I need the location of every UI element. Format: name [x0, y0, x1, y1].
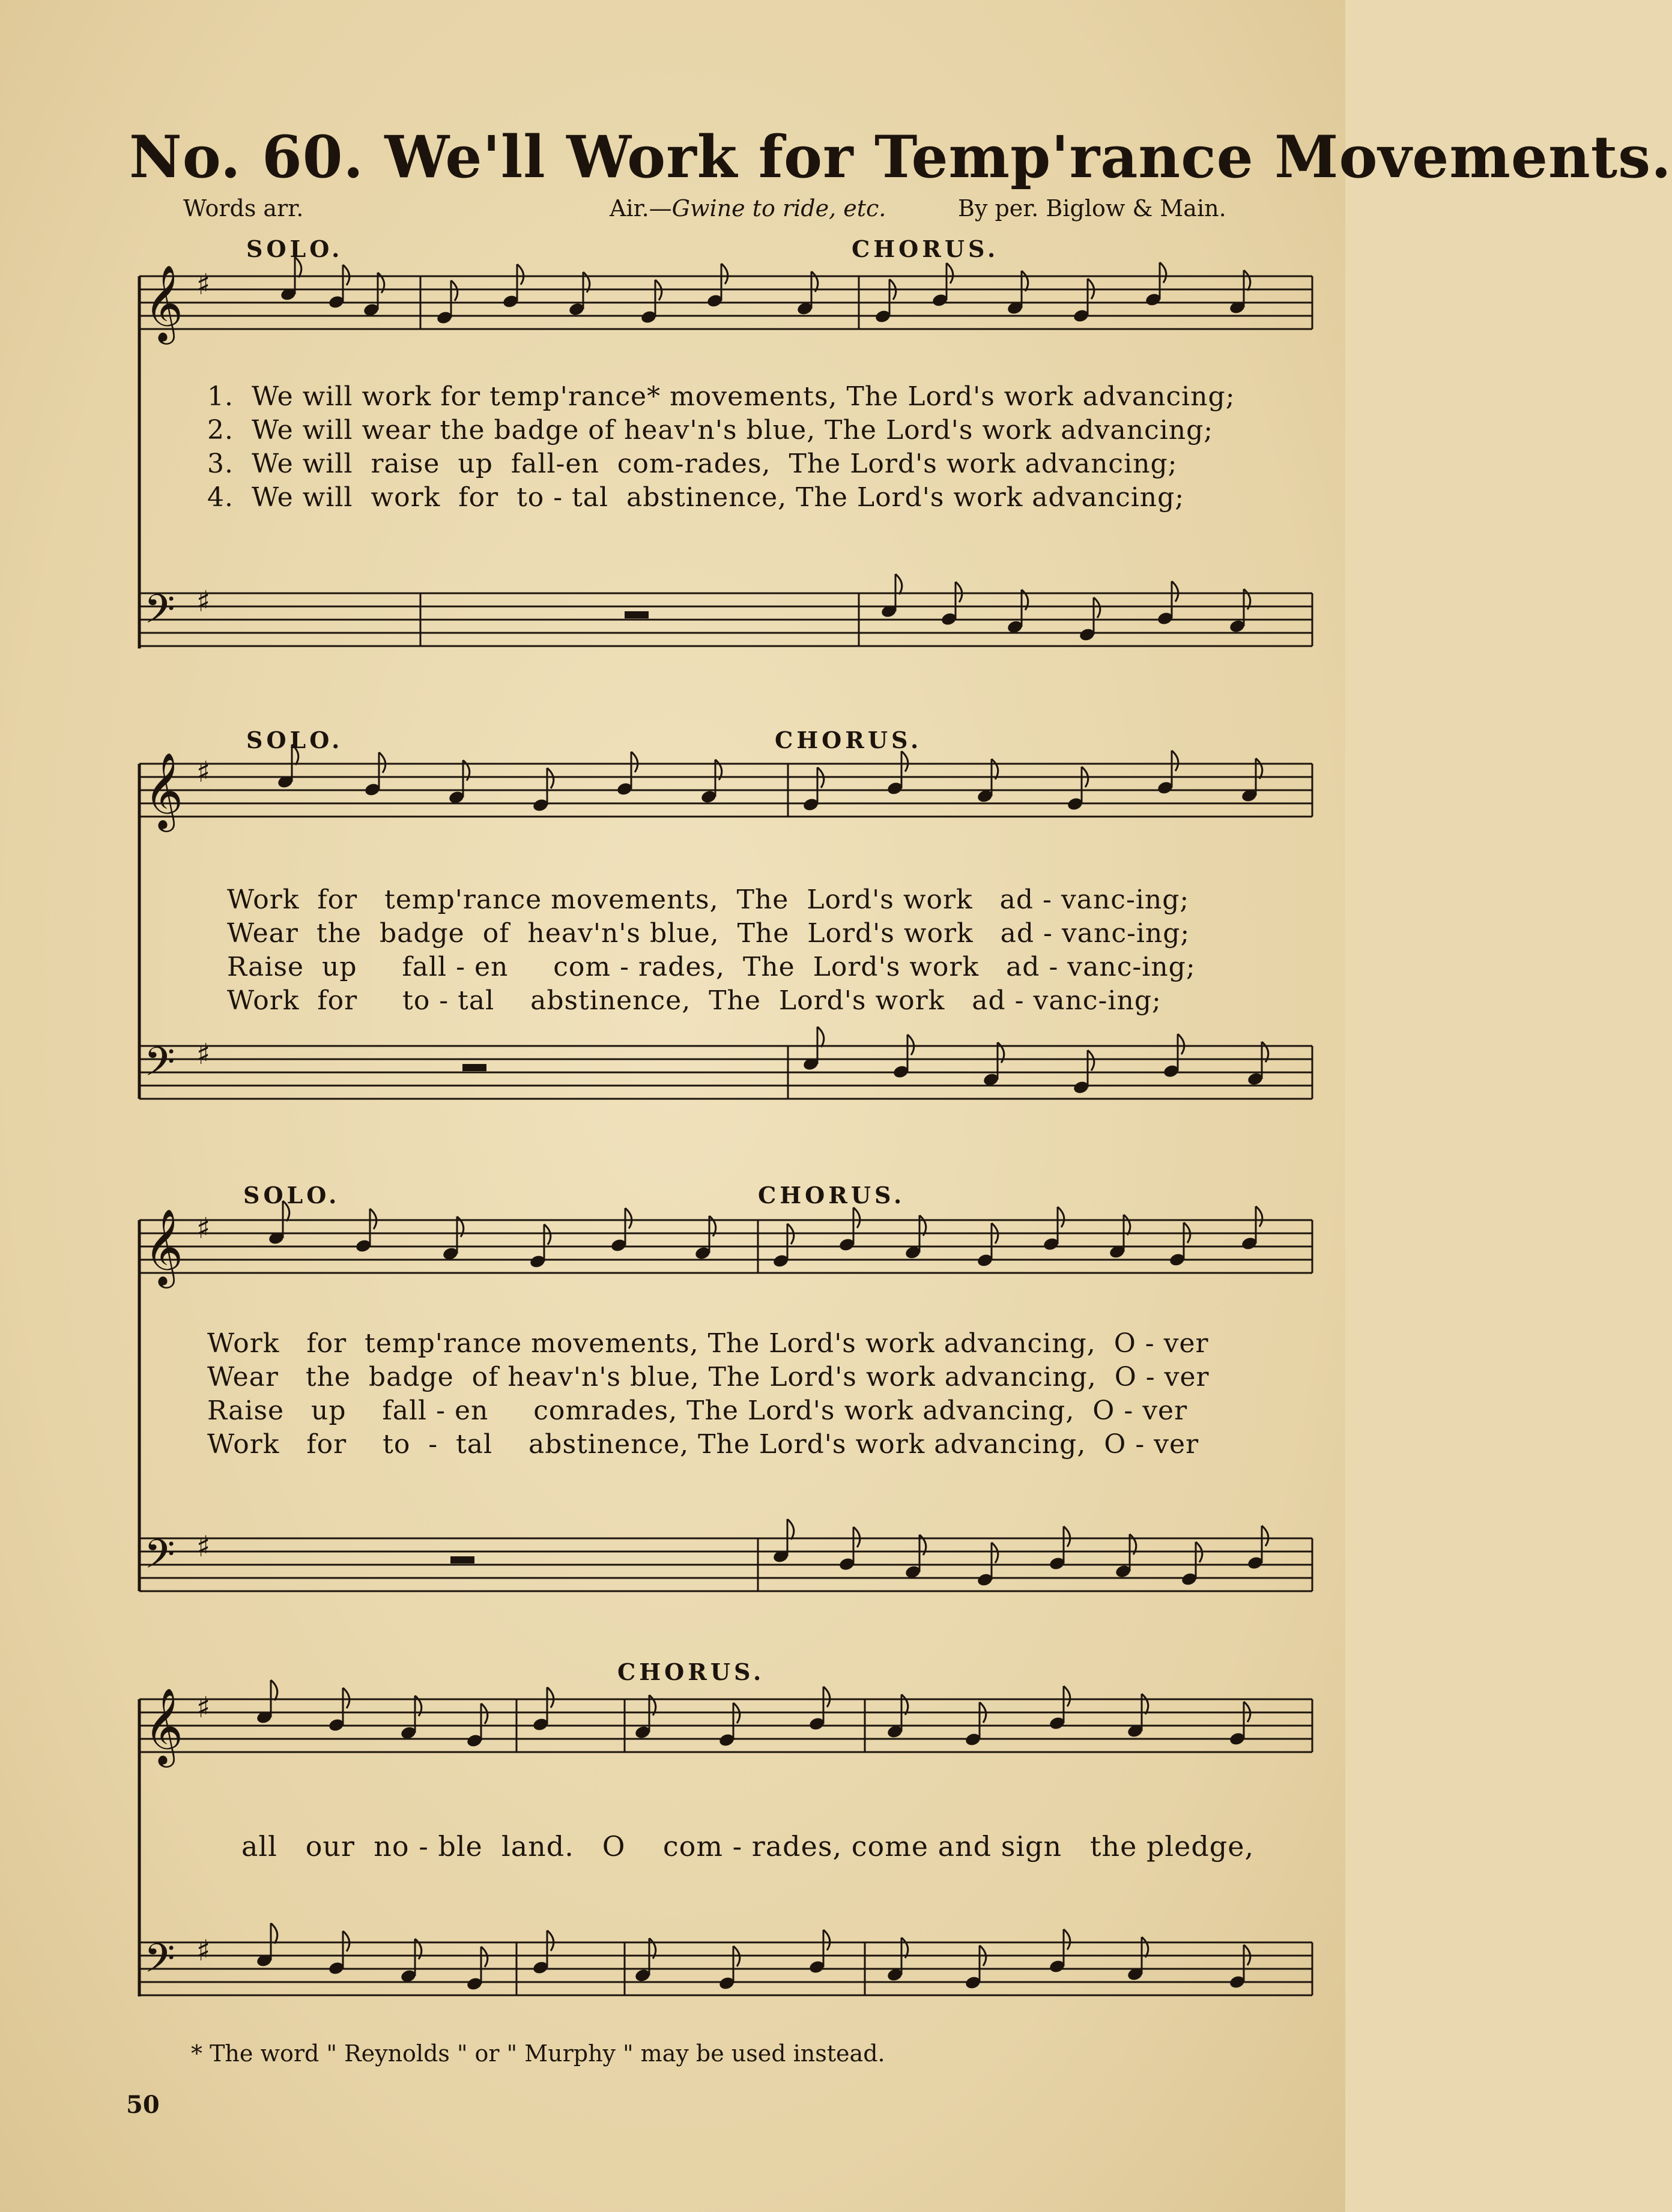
- whole-rest: [450, 1556, 474, 1564]
- staff-2-treble-flag: [547, 768, 554, 788]
- whole-rest: [625, 611, 649, 618]
- staff-2-bass-flag: [907, 1035, 914, 1055]
- staff-1-bass-flag: [1094, 597, 1100, 618]
- staff-1-treble-flag: [1022, 271, 1028, 291]
- page-number: 50: [126, 2091, 160, 2119]
- staff-4-treble-flag: [1142, 1694, 1148, 1714]
- bass-clef: 𝄢: [144, 1935, 175, 1991]
- staff-4-bass-flag: [1064, 1929, 1070, 1950]
- lyric-line: Work for temp'rance movements, The Lord's work ad - vanc-ing;: [227, 884, 1190, 915]
- staff-4-bass-flag: [343, 1931, 350, 1951]
- key-signature: ♯: [196, 1530, 211, 1564]
- staff-2-treble-flag: [1256, 758, 1262, 779]
- staff-4-treble-flag: [823, 1687, 830, 1707]
- staff-4-bass-flag: [271, 1923, 277, 1944]
- treble-clef: 𝄞: [144, 264, 184, 341]
- lyric-line: 3. We will raise up fall-en com-rades, The Lord's work advancing;: [207, 449, 1178, 479]
- staff-4-treble-flag: [271, 1680, 277, 1700]
- staff-1-treble-flag: [343, 265, 350, 285]
- staff-2-treble-flag: [1172, 751, 1178, 771]
- staff-3-treble-flag: [1058, 1207, 1064, 1227]
- staff-4-bass-flag: [481, 1947, 488, 1967]
- staff-4-bass-flag: [823, 1930, 830, 1950]
- staff-3-bass-flag: [1064, 1526, 1070, 1547]
- staff-4-treble-flag: [481, 1703, 488, 1724]
- staff-4-treble-flag: [1064, 1686, 1070, 1706]
- staff-3-bass-flag: [787, 1519, 794, 1540]
- key-signature: ♯: [196, 1212, 211, 1245]
- chorus-label-4: CHORUS.: [617, 1658, 765, 1685]
- staff-2-bass-flag: [1178, 1034, 1184, 1054]
- staff-2-bass-flag: [817, 1027, 824, 1047]
- staff-4-treble-flag: [547, 1687, 554, 1708]
- lyric-line: all our no - ble land. O com - rades, come and sign the pledge,: [241, 1830, 1255, 1863]
- solo-label-2: SOLO.: [246, 727, 344, 754]
- lyric-line: Raise up fall - en comrades, The Lord's work advancing, O - ver: [207, 1395, 1188, 1426]
- key-signature: ♯: [196, 755, 211, 789]
- staff-1-treble-flag: [451, 280, 458, 301]
- staff-2-treble-flag: [901, 751, 908, 772]
- lyric-line: 1. We will work for temp'rance* movements, The Lord's work advancing;: [207, 381, 1235, 412]
- staff-2-treble-flag: [631, 752, 638, 772]
- bass-clef: 𝄢: [144, 1039, 175, 1095]
- staff-4-bass-flag: [1142, 1937, 1148, 1957]
- key-signature: ♯: [196, 1934, 211, 1968]
- staff-3-treble-flag: [1256, 1206, 1262, 1227]
- air-tune: Gwine to ride, etc.: [671, 195, 886, 222]
- staff-1-treble-flag: [947, 263, 953, 283]
- key-signature: ♯: [196, 1038, 211, 1071]
- key-signature: ♯: [196, 268, 211, 301]
- staff-1-treble-flag: [1160, 262, 1166, 283]
- staff-3-bass-flag: [992, 1543, 998, 1563]
- staff-4-treble-flag: [343, 1688, 350, 1708]
- air-prefix: Air.—: [610, 195, 672, 222]
- staff-2-bass-flag: [1088, 1050, 1094, 1071]
- staff-2-treble-flag: [379, 752, 386, 773]
- solo-label-1: SOLO.: [246, 235, 344, 262]
- staff-3-bass-flag: [853, 1527, 860, 1547]
- staff-1-treble-flag: [1244, 270, 1250, 291]
- lyric-line: Wear the badge of heav'n's blue, The Lord's work ad - vanc-ing;: [227, 918, 1190, 949]
- footnote: * The word " Reynolds " or " Murphy " may be used instead.: [191, 2040, 885, 2067]
- treble-clef: 𝄞: [144, 1687, 184, 1764]
- treble-clef: 𝄞: [144, 752, 184, 829]
- treble-clef: 𝄞: [144, 1208, 184, 1285]
- chorus-label-3: CHORUS.: [758, 1182, 906, 1209]
- lyric-line: Work for to - tal abstinence, The Lord's work ad - vanc-ing;: [227, 985, 1162, 1016]
- staff-1-bass-flag: [956, 582, 962, 602]
- staff-3-treble-flag: [853, 1207, 860, 1228]
- staff-3-treble-flag: [370, 1209, 377, 1229]
- staff-1-treble-flag: [517, 264, 524, 285]
- staff-3-treble-flag: [1124, 1215, 1130, 1235]
- hymn-title: No. 60. We'll Work for Temp'rance Movements.: [129, 123, 1672, 191]
- lyric-line: 4. We will work for to - tal abstinence, The Lord's work advancing;: [207, 482, 1185, 513]
- chorus-label-1: CHORUS.: [852, 235, 999, 262]
- key-signature: ♯: [196, 1691, 211, 1724]
- staff-3-bass-flag: [1262, 1526, 1268, 1546]
- staff-1-bass-flag: [895, 574, 902, 594]
- music-credit: By per. Biglow & Main.: [958, 195, 1226, 222]
- chorus-label-2: CHORUS.: [775, 727, 922, 754]
- lyric-line: Work for temp'rance movements, The Lord's work advancing, O - ver: [207, 1328, 1209, 1359]
- lyric-line: Wear the badge of heav'n's blue, The Lord's work advancing, O - ver: [207, 1362, 1210, 1392]
- solo-label-3: SOLO.: [243, 1182, 341, 1209]
- words-credit: Words arr.: [183, 195, 304, 222]
- staff-3-treble-flag: [625, 1208, 632, 1228]
- staff-1-treble-flag: [721, 264, 728, 284]
- bass-clef: 𝄢: [144, 1531, 175, 1587]
- staff-1-bass-flag: [1172, 581, 1178, 602]
- lyric-line: Raise up fall - en com - rades, The Lord's work ad - vanc-ing;: [227, 952, 1196, 982]
- key-signature: ♯: [196, 585, 211, 618]
- lyric-line: Work for to - tal abstinence, The Lord's work advancing, O - ver: [207, 1429, 1199, 1460]
- lyric-line: 2. We will wear the badge of heav'n's blue, The Lord's work advancing;: [207, 415, 1214, 446]
- whole-rest: [462, 1064, 486, 1071]
- staff-4-bass-flag: [547, 1930, 554, 1951]
- staff-3-treble-flag: [544, 1224, 551, 1245]
- bass-clef: 𝄢: [144, 586, 175, 642]
